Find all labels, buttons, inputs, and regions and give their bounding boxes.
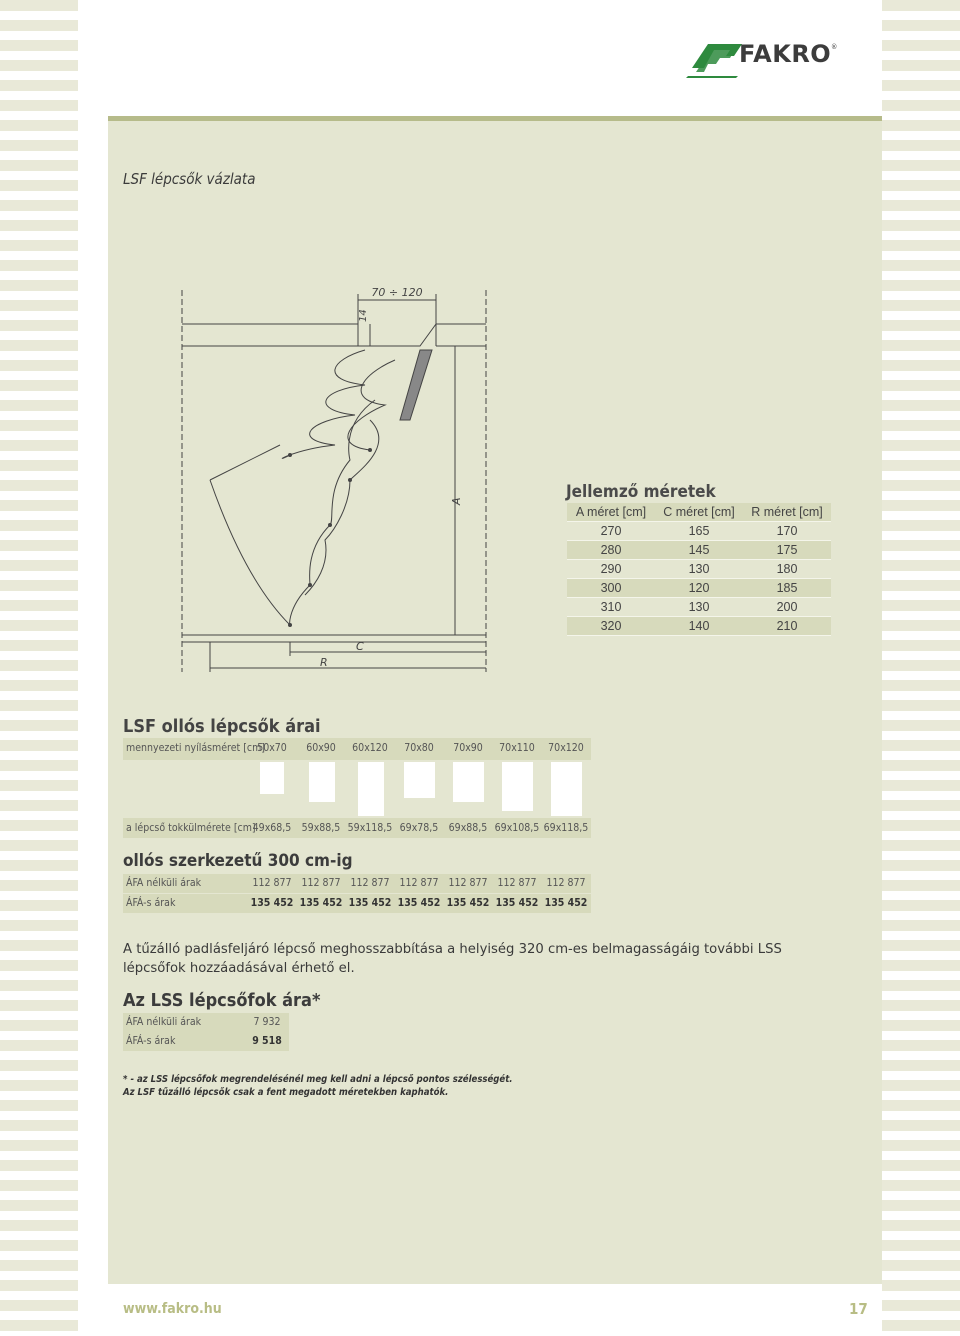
- cell: 200: [743, 598, 831, 617]
- net-price: 112 877: [448, 877, 488, 889]
- opening-size: 60x90: [306, 742, 336, 754]
- net-price: 112 877: [399, 877, 439, 889]
- table-header-row: [567, 503, 831, 522]
- header-c: C méret [cm]: [655, 503, 743, 522]
- thickness-label: 14: [358, 309, 369, 322]
- gross-price: 135 452: [397, 897, 441, 909]
- cell: 120: [655, 579, 743, 598]
- section-title: LSF lépcsők vázlata: [123, 170, 256, 188]
- opening-shape: [502, 762, 533, 811]
- gross-price: 135 452: [446, 897, 490, 909]
- stair-drawing: [170, 280, 500, 680]
- net-price: 112 877: [546, 877, 586, 889]
- net-price: 112 877: [252, 877, 292, 889]
- net-price: 112 877: [301, 877, 341, 889]
- r-label: R: [320, 656, 328, 669]
- gross-price: 135 452: [544, 897, 588, 909]
- cell: 290: [567, 560, 655, 579]
- opening-size: 50x70: [257, 742, 287, 754]
- table-row: [567, 522, 831, 541]
- logo-wordmark: FAKRO: [739, 40, 832, 68]
- opening-shape: [358, 762, 384, 816]
- scissor-subtitle: ollós szerkezetű 300 cm-ig: [123, 851, 353, 871]
- opening-size: 70x110: [499, 742, 535, 754]
- net-price-label: ÁFA nélküli árak: [126, 877, 202, 889]
- right-stripes: [882, 0, 960, 1336]
- opening-shape: [309, 762, 335, 802]
- opening-size: 70x90: [453, 742, 483, 754]
- table-row: [567, 579, 831, 598]
- stair-size: 49x68,5: [252, 822, 292, 834]
- cell: 210: [743, 617, 831, 636]
- cell: 130: [655, 598, 743, 617]
- a-label: A: [450, 497, 463, 505]
- dimensions-table: [567, 503, 831, 636]
- cell: 140: [655, 617, 743, 636]
- net-price: 112 877: [350, 877, 390, 889]
- cell: 180: [743, 560, 831, 579]
- opening-size: 60x120: [352, 742, 388, 754]
- stair-size: 59x118,5: [347, 822, 393, 834]
- opening-size: 70x80: [404, 742, 434, 754]
- gross-price: 135 452: [495, 897, 539, 909]
- cell: 170: [743, 522, 831, 541]
- opening-shape: [404, 762, 435, 798]
- lss-title: Az LSS lépcsőfok ára*: [123, 990, 321, 1011]
- gross-price-label: ÁFÁ-s árak: [126, 897, 176, 909]
- dimensions-title: Jellemző méretek: [566, 482, 716, 502]
- width-label: 70 ÷ 120: [371, 286, 423, 299]
- opening-shape: [453, 762, 484, 802]
- table-row: [567, 541, 831, 560]
- footer-url[interactable]: www.fakro.hu: [123, 1301, 222, 1317]
- stair-size: 69x88,5: [448, 822, 488, 834]
- stair-size: 69x118,5: [543, 822, 589, 834]
- lss-gross-price: 9 518: [252, 1035, 282, 1047]
- extension-paragraph: A tűzálló padlásfeljáró lépcső meghosszabbítása a helyiség 320 cm-es belmagasságáig további LSS lépcsőfok hozzáadásával érhető el.: [123, 942, 782, 976]
- table-row: [567, 617, 831, 636]
- left-stripes: [0, 0, 78, 1336]
- cell: 310: [567, 598, 655, 617]
- cell: 145: [655, 541, 743, 560]
- opening-size: 70x120: [548, 742, 584, 754]
- lss-net-price: 7 932: [253, 1016, 281, 1028]
- opening-shape: [260, 762, 284, 794]
- cell: 175: [743, 541, 831, 560]
- stair-size: 69x78,5: [399, 822, 439, 834]
- net-price: 112 877: [497, 877, 537, 889]
- header-a: A méret [cm]: [567, 503, 655, 522]
- registered-mark: ®: [831, 43, 838, 51]
- table-row: [567, 560, 831, 579]
- stair-size-label: a lépcső tokkülmérete [cm]: [126, 822, 256, 834]
- opening-label: mennyezeti nyílásméret [cm]: [126, 742, 265, 754]
- table-row: [567, 598, 831, 617]
- stair-size: 69x108,5: [494, 822, 540, 834]
- c-label: C: [356, 640, 364, 653]
- cell: 270: [567, 522, 655, 541]
- stair-size: 59x88,5: [301, 822, 341, 834]
- cell: 130: [655, 560, 743, 579]
- opening-shape: [551, 762, 582, 816]
- lss-gross-label: ÁFÁ-s árak: [126, 1035, 176, 1047]
- gross-price: 135 452: [348, 897, 392, 909]
- footnote: Az LSF tűzálló lépcsők csak a fent megadott méretekben kaphatók.: [123, 1087, 449, 1098]
- cell: 320: [567, 617, 655, 636]
- gross-price: 135 452: [250, 897, 294, 909]
- page-number: 17: [849, 1300, 868, 1318]
- prices-title: LSF ollós lépcsők árai: [123, 716, 321, 737]
- cell: 300: [567, 579, 655, 598]
- footnote: * - az LSS lépcsőfok megrendelésénél meg kell adni a lépcső pontos szélességét.: [123, 1074, 513, 1085]
- cell: 165: [655, 522, 743, 541]
- header-r: R méret [cm]: [743, 503, 831, 522]
- gross-price: 135 452: [299, 897, 343, 909]
- cell: 185: [743, 579, 831, 598]
- cell: 280: [567, 541, 655, 560]
- lss-net-label: ÁFA nélküli árak: [126, 1016, 202, 1028]
